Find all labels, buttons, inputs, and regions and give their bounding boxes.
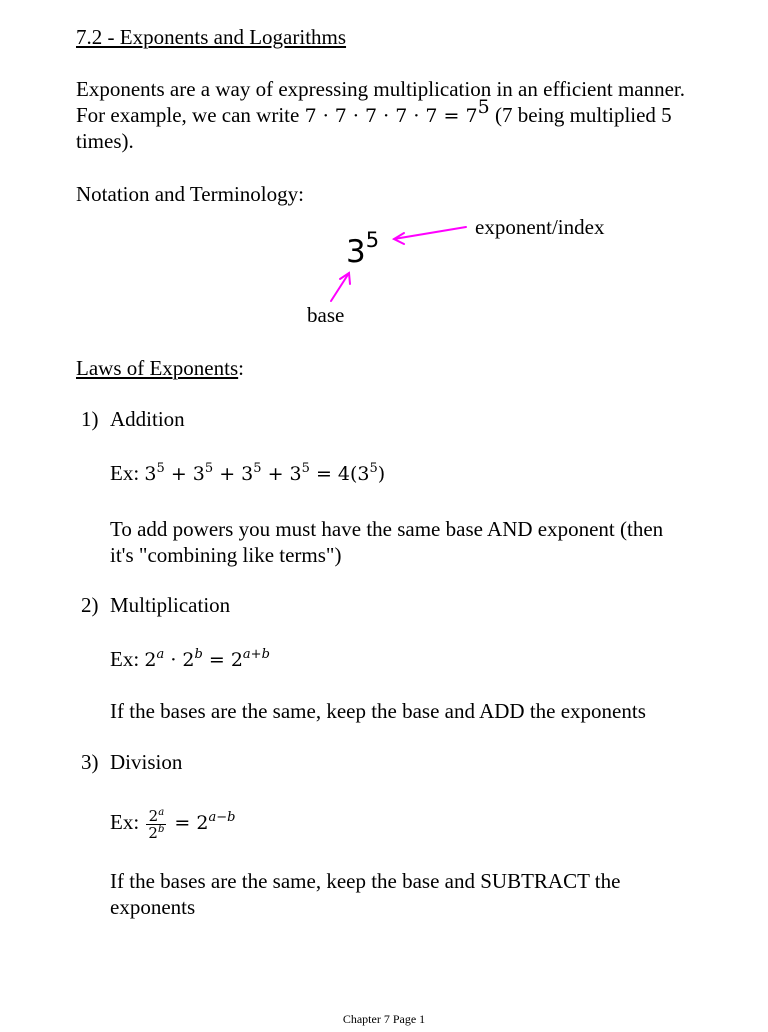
law-example [110, 646, 270, 673]
example-prefix: Ex: [110, 647, 145, 671]
intro-line-1: Exponents are a way of expressing multiplication in an efficient manner. [76, 77, 686, 101]
law-explanation: If the bases are the same, keep the base and ADD the exponents [110, 699, 646, 723]
law-explanation: exponents [110, 895, 196, 919]
example-expression: $\frac{2^a}{2^b}$ = $2^{a-b}$ [148, 806, 236, 842]
example-expression: $3^5 + 3^5 + 3^5 + 3^5 = 4(3^5)$ [144, 460, 386, 485]
intro-exponent: 5 [477, 96, 490, 118]
law-name: Division [110, 750, 183, 774]
page-footer: Chapter 7 Page 1 [342, 1012, 426, 1026]
example-prefix: Ex: [110, 810, 145, 834]
base-value: 3 [346, 234, 366, 270]
exponent-value: 5 [365, 227, 380, 252]
law-name: Addition [110, 407, 185, 431]
law-number: 2) [81, 593, 99, 617]
laws-heading-colon: : [238, 356, 244, 380]
fraction: $\frac{2^a}{2^b}$ [148, 806, 165, 842]
notation-heading: Notation and Terminology: [76, 182, 304, 206]
laws-heading [76, 355, 244, 381]
law-number: 3) [81, 750, 99, 774]
intro-line-2-pre: For example, we can write [76, 103, 305, 127]
law-example [110, 460, 385, 487]
intro-expression: 7 · 7 · 7 · 7 · 7 = 7 [304, 105, 478, 127]
law-name: Multiplication [110, 593, 231, 617]
page-title: 7.2 - Exponents and Logarithms [76, 25, 347, 49]
exponent-label: exponent/index [475, 215, 605, 239]
law-explanation: it's "combining like terms") [110, 543, 342, 567]
exponent-arrow [394, 227, 466, 244]
intro-line-3: times). [76, 129, 134, 153]
law-explanation: If the bases are the same, keep the base and SUBTRACT the [110, 869, 621, 893]
law-example [110, 802, 235, 843]
intro-line-2-post: (7 being multiplied 5 [489, 103, 672, 127]
example-prefix: Ex: [110, 461, 145, 485]
law-number: 1) [81, 407, 99, 431]
law-explanation: To add powers you must have the same base AND exponent (then [110, 517, 664, 541]
laws-heading-text: Laws of Exponents [76, 356, 239, 380]
base-label: base [307, 303, 345, 327]
base-arrow [331, 273, 350, 301]
example-expression: $2^a \cdot 2^b = 2^{a+b}$ [144, 646, 270, 671]
